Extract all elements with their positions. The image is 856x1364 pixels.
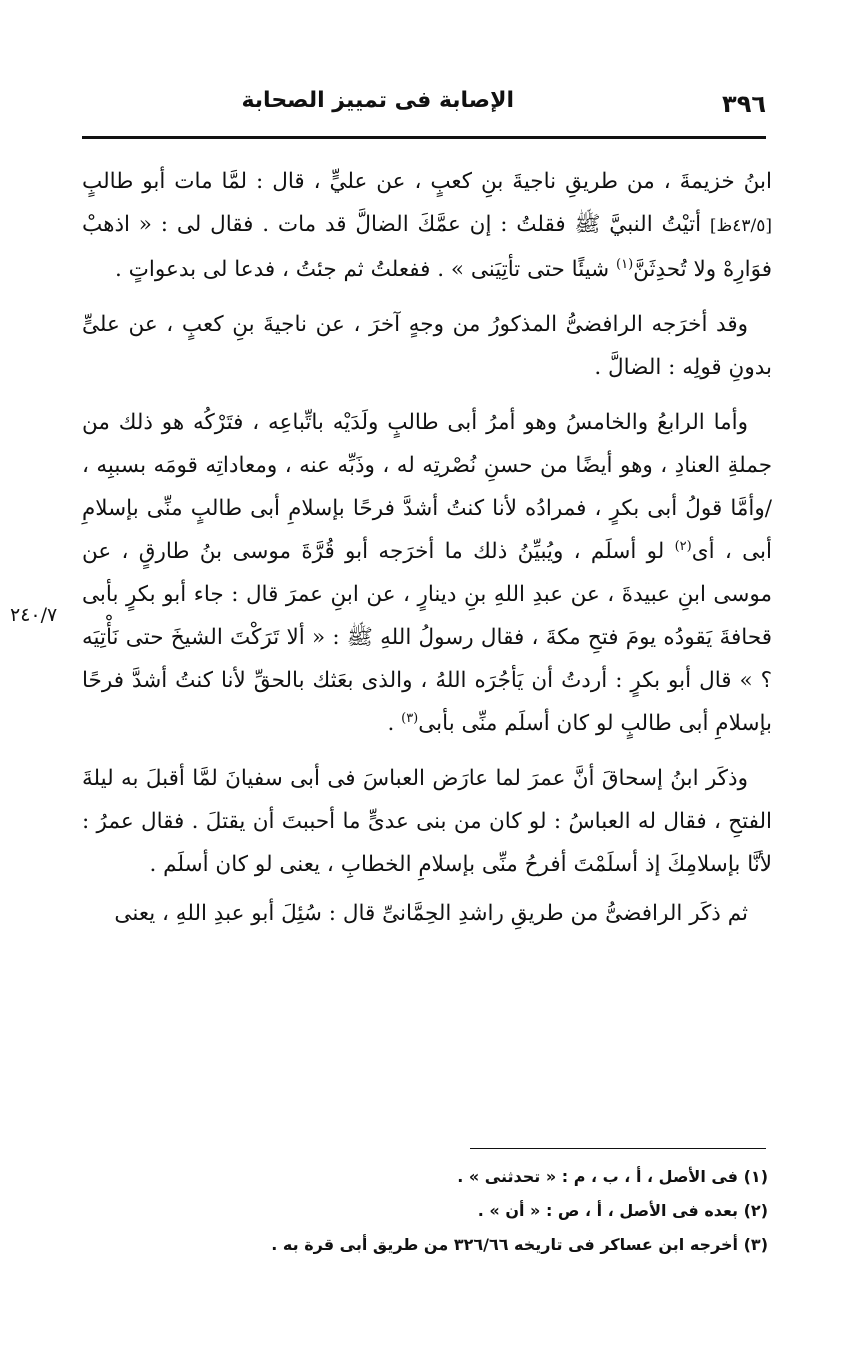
footnote-1: (١) فى الأصل ، أ ، ب ، م : « تحدثنى » . [457,1167,768,1186]
manuscript-reference: [٤٣/٥ظ] [709,216,772,236]
paragraph-4: وذكَر ابنُ إسحاقَ أنَّ عمرَ لما عارَض العباسَ فى أبى سفيانَ لمَّا أقبلَ به ليلةَ الفتحِ ، فقال له العباسُ : لو كان من بنى عدىٍّ ما أحببتَ أن يقتلَ . فقال عمرُ : لأنَّا بإسلامِكَ إذ أسلَمْتَ أفرحُ منِّى بإسلامِ الخطابِ ، يعنى لو كان أسلَم . [82,766,772,877]
margin-reference: ٢٤٠/٧ [10,604,58,626]
page-number: ٣٩٦ [722,90,766,118]
page-header [82,86,766,126]
paragraph-2: وقد أخرَجه الرافضىُّ المذكورُ من وجهٍ آخرَ ، عن ناجيةَ بنِ كعبٍ ، عن علىٍّ بدونِ قولِه : الضالَّ . [82,312,772,380]
footnote-rule [470,1148,766,1149]
header-rule [82,136,766,139]
paragraph-1-text-b: أتيْتُ النبيَّ ﷺ فقلتُ : إن عمَّكَ الضالَّ قد مات . فقال لى : « اذهبْ فوَارِهْ ولا تُحدِثَنَّ [82,212,772,282]
main-text [82,160,772,947]
paragraph-3-text-a: وأما الرابعُ والخامسُ وهو أمرُ أبى طالبٍ ولَدَيْه باتِّباعِه ، فتَرْكُه هو ذلك من جملةِ العنادِ ، وهو أيضًا من حسنِ نُصْرتِه له ، وذَبِّه عنه ، ومعاداتِه قومَه بسببِه ، /وأمَّا قولُ أبى بكرٍ ، فمرادُه لأنا كنتُ أشدَّ فرحًا بإسلامِ أبى طالبٍ منِّى بإسلامِ أبى ، أى [82,410,772,564]
paragraph-3-text-b: لو أسلَم ، ويُبيِّنُ ذلك ما أخرَجه أبو قُرَّةَ موسى بنُ طارقٍ ، عن موسى ابنِ عبيدةَ ، عن عبدِ اللهِ بنِ دينارٍ ، عن ابنِ عمرَ قال : جاء أبو بكرٍ بأبى قحافةَ يَقودُه يومَ فتحِ مكةَ ، فقال رسولُ اللهِ ﷺ : « ألا تَرَكْتَ الشيخَ حتى نَأْتِيَه ؟ » قال أبو بكرٍ : أردتُ أن يَأجُرَه اللهُ ، والذى بعَثك بالحقِّ لأنا كنتُ أشدَّ فرحًا بإسلامِ أبى طالبٍ لو كان أسلَم منِّى بأبى [82,539,772,736]
paragraph-1 [82,160,772,291]
footnote-2: (٢) بعده فى الأصل ، أ ، ص : « أن » . [477,1201,768,1220]
footnote-3: (٣) أخرجه ابن عساكر فى تاريخه ٣٢٦/٦٦ من طريق أبى قرة به . [271,1235,768,1254]
running-title: الإصابة فى تمييز الصحابة [241,88,514,113]
paragraph-5: ثم ذكَر الرافضىُّ من طريقِ راشدِ الحِمَّانىِّ قال : سُئِلَ أبو عبدِ اللهِ ، يعنى [114,901,748,926]
footnote-marker-1: (١) [616,256,634,272]
footnote-marker-3: (٣) [401,710,419,726]
paragraph-1-text-a: ابنُ خزيمةَ ، من طريقِ ناجيةَ بنِ كعبٍ ، عن عليٍّ ، قال : لمَّا مات أبو طالبٍ [82,169,772,194]
paragraph-3-text-c: . [387,711,402,736]
footnotes [82,1160,768,1262]
paragraph-1-text-c: شيئًا حتى تأتِيَنى » . ففعلتُ ثم جئتُ ، فدعا لى بدعواتٍ . [115,257,617,282]
paragraph-3 [82,401,772,745]
footnote-marker-2: (٢) [674,538,692,554]
